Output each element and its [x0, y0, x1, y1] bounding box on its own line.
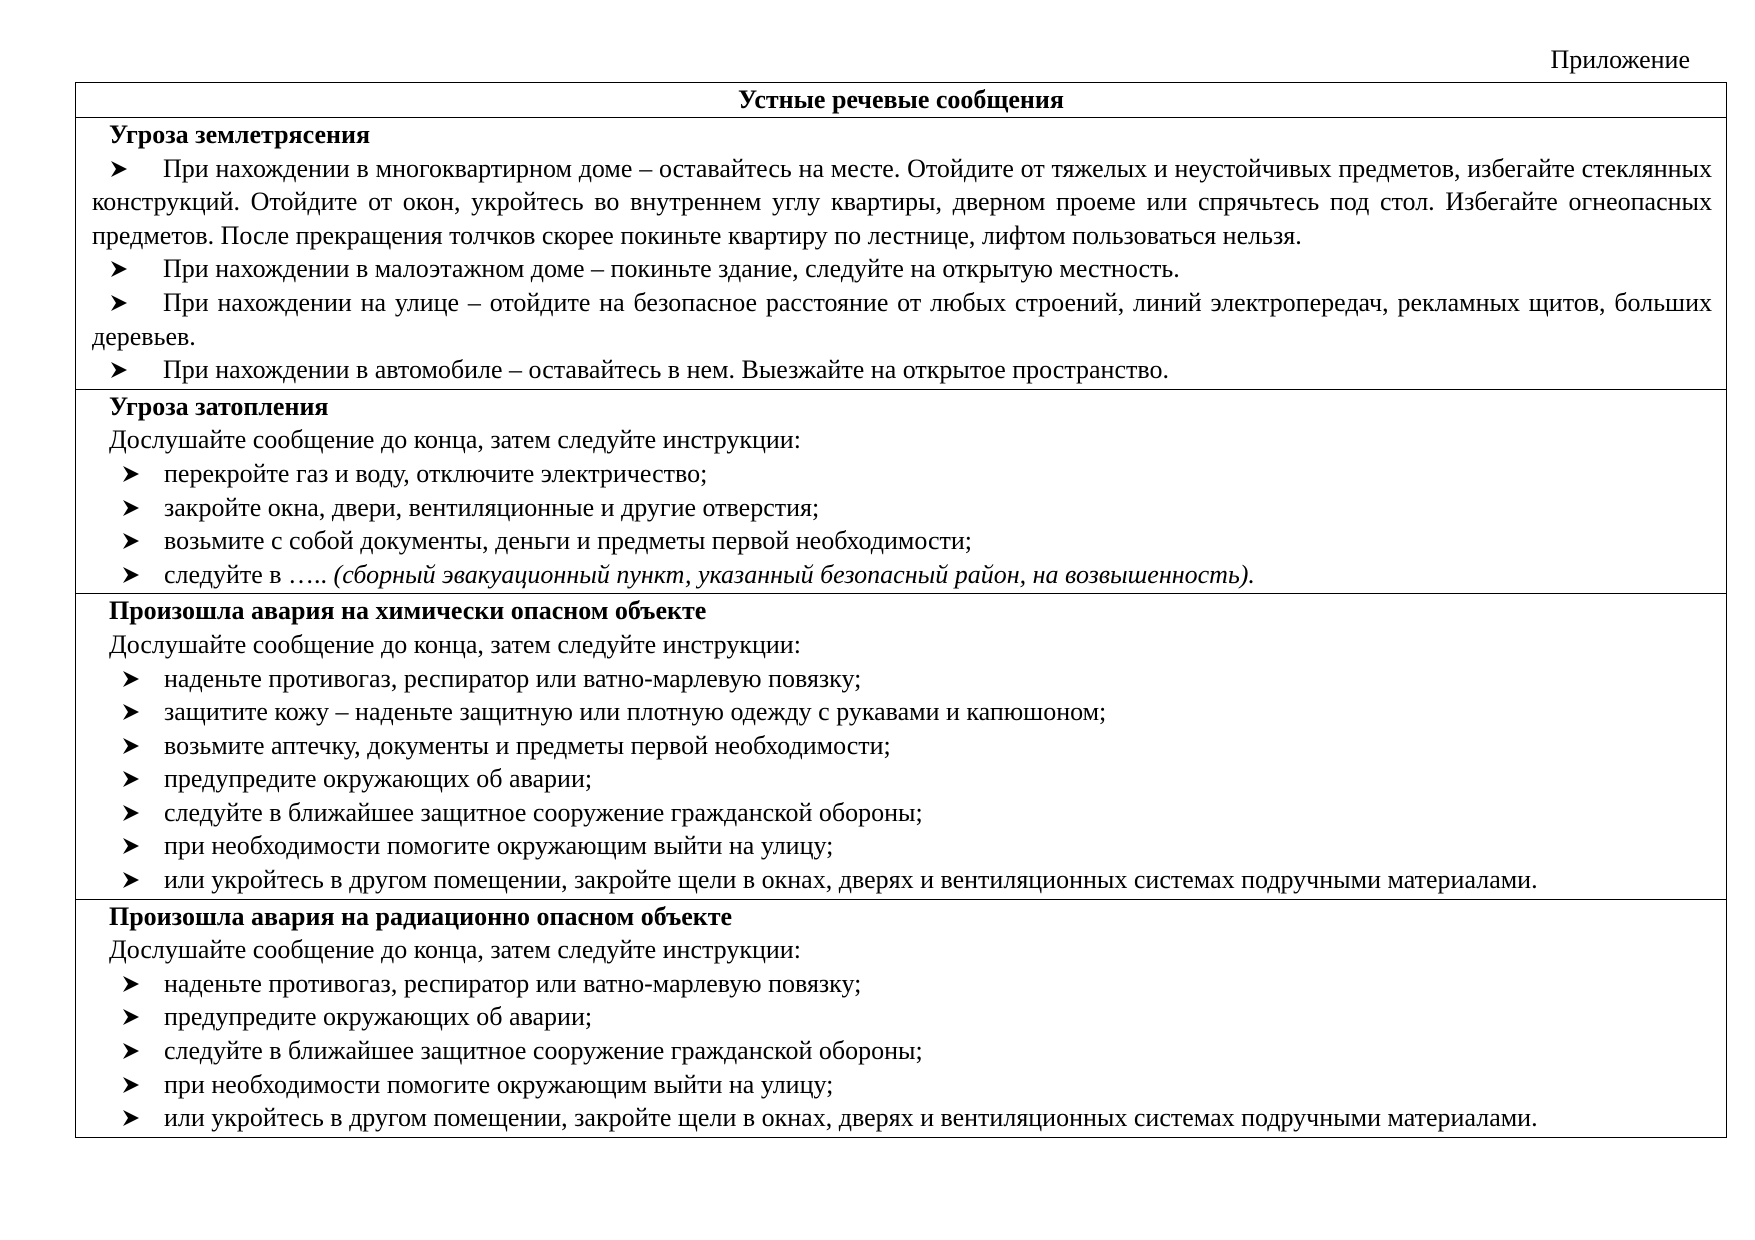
arrowhead-bullet-icon — [122, 729, 164, 763]
list-item-text: защитите кожу – наденьте защитную или плотную одежду с рукавами и капюшоном; — [164, 697, 1107, 727]
list-item-text: закройте окна, двери, вентиляционные и другие отверстия; — [164, 492, 820, 522]
list-item-text: При нахождении в многоквартирном доме – оставайтесь на месте. Отойдите от тяжелых и неустойчивых предметов, избегайте стеклянных конструкций. Отойдите от окон, укройтесь во внутреннем углу квартиры, дверном проеме или спрячьтесь под стол. Избегайте огнеопасных предметов. После прекращения толчков скорее покиньте квартиру по лестнице, лифтом пользоваться нельзя. — [92, 153, 1712, 250]
section-heading: Угроза затопления — [109, 391, 329, 421]
list-item-text: или укройтесь в другом помещении, закройте щели в окнах, дверях и вентиляционных системах подручными материалами. — [164, 1103, 1538, 1133]
list-item-text: следуйте в ….. — [164, 559, 328, 589]
section-intro: Дослушайте сообщение до конца, затем следуйте инструкции: — [109, 629, 801, 659]
section-chemical-accident — [76, 594, 1726, 899]
arrowhead-bullet-icon — [122, 457, 164, 491]
list-item — [92, 524, 1712, 558]
list-item-text: следуйте в ближайшее защитное сооружение гражданской обороны; — [164, 1036, 923, 1066]
section-radiation-accident — [76, 900, 1726, 1137]
section-heading: Произошла авария на химически опасном объекте — [109, 596, 707, 626]
list-item-text: при необходимости помогите окружающим выйти на улицу; — [164, 831, 834, 861]
list-item-text: При нахождении в автомобиле – оставайтесь в нем. Выезжайте на открытое пространство. — [163, 355, 1169, 385]
arrowhead-bullet-icon — [110, 152, 163, 186]
section-heading: Угроза землетрясения — [109, 120, 371, 149]
arrowhead-bullet-icon — [122, 695, 164, 729]
section-heading: Произошла авария на радиационно опасном объекте — [109, 901, 733, 931]
arrowhead-bullet-icon — [110, 353, 163, 387]
list-item — [92, 1034, 1712, 1068]
arrowhead-bullet-icon — [122, 1000, 164, 1034]
list-item — [92, 457, 1712, 491]
list-item-text: наденьте противогаз, респиратор или ватно-марлевую повязку; — [164, 663, 862, 693]
messages-table — [75, 82, 1727, 1138]
list-item — [92, 796, 1712, 830]
list-item-italic-text: (сборный эвакуационный пункт, указанный безопасный район, на возвышенность). — [327, 559, 1255, 589]
arrowhead-bullet-icon — [122, 491, 164, 525]
arrowhead-bullet-icon — [122, 796, 164, 830]
arrowhead-bullet-icon — [110, 286, 163, 320]
list-item-text: возьмите аптечку, документы и предметы первой необходимости; — [164, 730, 891, 760]
list-item — [92, 967, 1712, 1001]
appendix-label: Приложение — [1550, 45, 1690, 74]
arrowhead-bullet-icon — [122, 1034, 164, 1068]
arrowhead-bullet-icon — [122, 558, 164, 592]
section-earthquake — [76, 118, 1726, 390]
arrowhead-bullet-icon — [122, 1068, 164, 1102]
list-item — [92, 353, 1712, 387]
list-item — [92, 863, 1712, 897]
list-item-text: перекройте газ и воду, отключите электричество; — [164, 458, 708, 488]
arrowhead-bullet-icon — [122, 863, 164, 897]
list-item-text: при необходимости помогите окружающим выйти на улицу; — [164, 1069, 834, 1099]
list-item — [92, 729, 1712, 763]
arrowhead-bullet-icon — [122, 967, 164, 1001]
list-item — [92, 829, 1712, 863]
list-item — [92, 491, 1712, 525]
list-item-text: При нахождении в малоэтажном доме – покиньте здание, следуйте на открытую местность. — [163, 254, 1180, 284]
list-item — [92, 286, 1712, 353]
list-item — [92, 662, 1712, 696]
list-item-text: предупредите окружающих об аварии; — [164, 1002, 593, 1032]
list-item — [92, 558, 1712, 592]
list-item — [92, 1000, 1712, 1034]
list-item-text: возьмите с собой документы, деньги и предметы первой необходимости; — [164, 526, 973, 556]
list-item-text: наденьте противогаз, респиратор или ватно-марлевую повязку; — [164, 968, 862, 998]
list-item — [92, 1101, 1712, 1135]
section-intro: Дослушайте сообщение до конца, затем следуйте инструкции: — [109, 425, 801, 455]
list-item — [92, 1068, 1712, 1102]
arrowhead-bullet-icon — [122, 662, 164, 696]
list-item — [92, 695, 1712, 729]
arrowhead-bullet-icon — [122, 829, 164, 863]
list-item-text: или укройтесь в другом помещении, закройте щели в окнах, дверях и вентиляционных системах подручными материалами. — [164, 865, 1538, 895]
list-item-text: следуйте в ближайшее защитное сооружение гражданской обороны; — [164, 797, 923, 827]
list-item-text: предупредите окружающих об аварии; — [164, 764, 593, 794]
section-intro: Дослушайте сообщение до конца, затем следуйте инструкции: — [109, 935, 801, 965]
arrowhead-bullet-icon — [110, 252, 163, 286]
arrowhead-bullet-icon — [122, 1101, 164, 1135]
list-item-text: При нахождении на улице – отойдите на безопасное расстояние от любых строений, линий электропередач, рекламных щитов, больших деревьев. — [92, 287, 1712, 351]
arrowhead-bullet-icon — [122, 524, 164, 558]
list-item — [92, 252, 1712, 286]
table-title: Устные речевые сообщения — [76, 83, 1726, 118]
section-flooding — [76, 390, 1726, 595]
list-item — [92, 762, 1712, 796]
list-item — [92, 152, 1712, 253]
arrowhead-bullet-icon — [122, 762, 164, 796]
